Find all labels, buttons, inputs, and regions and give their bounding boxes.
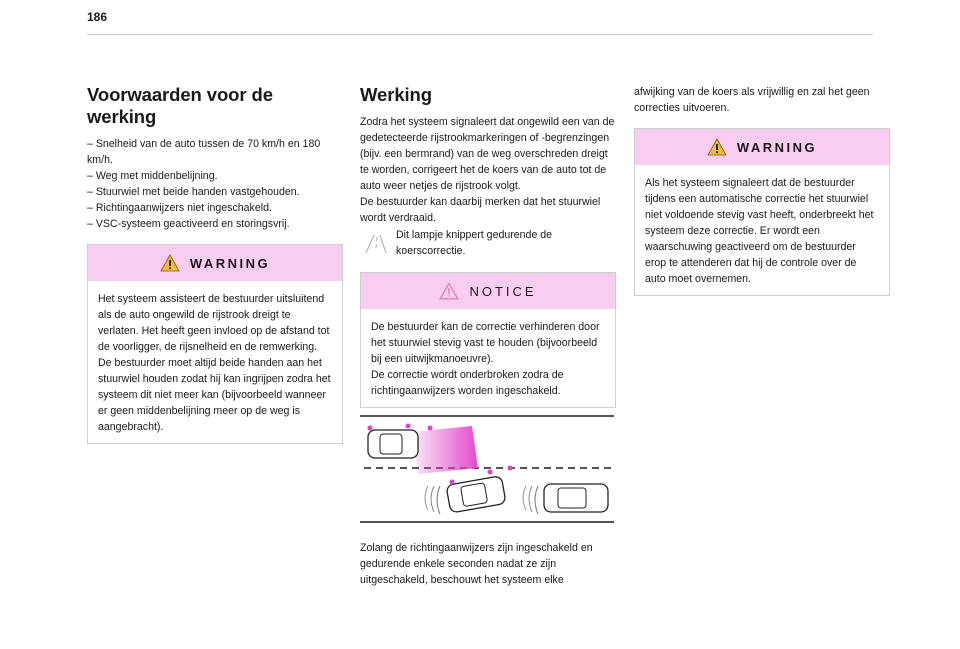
- condition-item: – Snelheid van de auto tussen de 70 km/h en 180 km/h.: [87, 138, 321, 166]
- condition-item: – Weg met middenbelijning.: [87, 170, 218, 182]
- notice-header: [361, 273, 615, 309]
- conditions-list: [87, 136, 343, 232]
- warning-label: WARNING: [736, 139, 818, 155]
- warning-paragraph: Het systeem assisteert de bestuurder uitsluitend als de auto ongewild de rijstrook dreigt te verlaten. Het heeft geen invloed op de afstand tot de voorligger, de rijsnelheid en de remwerking.: [98, 293, 330, 353]
- lane-assist-illustration: [360, 414, 614, 524]
- column-1: [87, 84, 343, 444]
- notice-paragraph: De correctie wordt onderbroken zodra de richtingaanwijzers worden ingeschakeld.: [371, 369, 564, 397]
- werking-text: [360, 114, 616, 226]
- page-number: 186: [87, 10, 108, 24]
- warning-body: [88, 281, 342, 443]
- notice-paragraph: De bestuurder kan de correctie verhinderen door het stuurwiel stevig vast te houden (bijvoorbeeld bij een uitwijkmanoeuvre).: [371, 321, 600, 365]
- warning-body: [635, 165, 889, 295]
- notice-triangle-icon: [439, 282, 459, 300]
- continuation-text: afwijking van de koers als vrijwillig en zal het geen correcties uitvoeren.: [634, 86, 870, 114]
- warning-box: [87, 244, 343, 444]
- warning-label: WARNING: [189, 255, 271, 271]
- condition-item: – Stuurwiel met beide handen vastgehouden.: [87, 186, 300, 198]
- column-3: [634, 84, 890, 296]
- body-paragraph: Zodra het systeem signaleert dat ongewild een van de gedetecteerde rijstrookmarkeringen of -begrenzingen (bijv. een bermrand) van de weg overschreden dreigt te worden, corrigeert het de koers van de auto tot de auto weer netjes de rijstrook volgt.: [360, 116, 615, 192]
- notice-label: NOTICE: [469, 283, 537, 299]
- after-figure-text: Zolang de richtingaanwijzers zijn ingeschakeld en gedurende enkele seconden nadat ze zijn uitgeschakeld, beschouwt het systeem elke: [360, 542, 593, 586]
- lane-lamp-icon: [360, 227, 396, 257]
- warning-box: [634, 128, 890, 296]
- notice-box: [360, 272, 616, 408]
- notice-body: [361, 309, 615, 407]
- warning-paragraph: De bestuurder moet altijd beide handen aan het stuurwiel houden zodat hij kan ingrijpen zodra het systeem dit niet meer kan (bijvoorbeeld wanneer er geen middenbelijning meer op de weg is aangebracht).: [98, 357, 331, 433]
- section-heading-werking: Werking: [360, 84, 432, 105]
- section-heading-conditions: Voorwaarden voor de werking: [87, 84, 273, 127]
- body-paragraph: De bestuurder kan daarbij merken dat het stuurwiel wordt verdraaid.: [360, 196, 601, 224]
- warning-paragraph: Als het systeem signaleert dat de bestuurder tijdens een automatische correctie het stuurwiel niet voldoende stevig vast heeft, onderbreekt het systeem deze correctie. Er wordt een waarschuwing geactiveerd om de bestuurder erop te attenderen dat hij de controle over de auto moet overnemen.: [645, 177, 874, 285]
- warning-triangle-icon: [160, 254, 180, 272]
- warning-header: [88, 245, 342, 281]
- header-rule: [87, 34, 873, 35]
- lamp-note-row: [360, 227, 616, 259]
- warning-triangle-icon: [707, 138, 727, 156]
- condition-item: – Richtingaanwijzers niet ingeschakeld.: [87, 202, 272, 214]
- column-2: [360, 84, 616, 408]
- condition-item: – VSC-systeem geactiveerd en storingsvrij.: [87, 218, 290, 230]
- warning-header: [635, 129, 889, 165]
- lamp-note-text: Dit lampje knippert gedurende de koerscorrectie.: [396, 229, 553, 257]
